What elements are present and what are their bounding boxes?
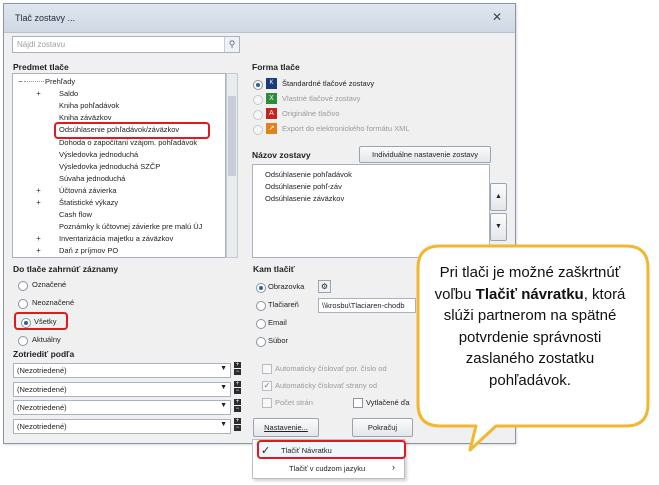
tree-item-label: Výsledovka jednoduchá xyxy=(59,150,139,159)
include-option-label: Aktuálny xyxy=(32,335,61,344)
expand-icon[interactable]: + xyxy=(36,89,41,98)
search-icon[interactable]: ⚲ xyxy=(224,37,239,52)
printer-path: \\krosbu\Tlaciaren-chodb xyxy=(322,301,405,310)
tree-item-label: Cash flow xyxy=(59,210,92,219)
sort-value: (Nezotriedené) xyxy=(17,366,67,375)
check-icon: ✓ xyxy=(261,445,271,457)
report-list-item[interactable]: Odsúhlasenie pohľ-záv xyxy=(265,182,342,191)
window-title: Tlač zostavy ... xyxy=(15,13,76,23)
individual-settings-button[interactable]: Individuálne nastavenie zostavy xyxy=(359,146,491,163)
tree-item-label: Daň z príjmov PO xyxy=(59,246,119,255)
sort-header: Zotriediť podľa xyxy=(13,349,75,359)
callout-text-before: Pri tlači je možné zaškrtnúť voľbu xyxy=(434,264,621,303)
expand-icon[interactable]: + xyxy=(36,198,41,207)
menu-item-label: Tlačiť Návratku xyxy=(281,446,332,455)
auto-number-pages-checkbox[interactable]: ✓ xyxy=(263,381,271,390)
sort-value: (Nezotriedené) xyxy=(17,422,67,431)
sort-asc-icon[interactable]: + xyxy=(235,381,240,387)
include-option-label: Označené xyxy=(32,280,67,289)
tree-item-label: Štatistické výkazy xyxy=(59,198,119,207)
include-option-label: Neoznačené xyxy=(32,298,75,307)
output-header: Kam tlačiť xyxy=(253,264,295,274)
form-option-label: Originálne tlačivo xyxy=(282,109,340,118)
dropdown-arrow-icon: ▼ xyxy=(220,421,227,428)
include-header: Do tlače zahrnúť záznamy xyxy=(13,264,119,274)
tree-item-label: Účtovná závierka xyxy=(59,186,117,195)
tree-item-label: Súvaha jednoduchá xyxy=(59,174,126,183)
form-option-label: Štandardné tlačové zostavy xyxy=(282,79,375,88)
sort-desc-icon[interactable]: − xyxy=(235,369,240,375)
auto-number-record-label: Automaticky číslovať por. číslo od xyxy=(275,364,387,373)
page-count-label: Počet strán xyxy=(275,398,313,407)
tree-item-label: Kniha pohľadávok xyxy=(59,101,120,110)
tree-item-label: Poznámky k účtovnej závierke pre malú ÚJ xyxy=(59,222,203,231)
expand-icon[interactable]: + xyxy=(36,246,41,255)
sort-value: (Nezotriedené) xyxy=(17,385,67,394)
sort-asc-icon[interactable]: + xyxy=(235,399,240,405)
close-icon[interactable]: ✕ xyxy=(491,10,503,24)
submenu-arrow-icon: › xyxy=(392,462,395,472)
tree-item-label: Prehľady xyxy=(45,77,76,86)
report-list-item[interactable]: Odsúhlasenie pohľadávok xyxy=(265,170,352,179)
settings-button-label: Nastavenie... xyxy=(264,423,308,432)
expand-icon[interactable]: + xyxy=(36,186,41,195)
kros-icon: K xyxy=(266,78,277,89)
menu-item-label: Tlačiť v cudzom jazyku xyxy=(289,464,366,473)
sort-desc-icon[interactable]: − xyxy=(235,425,240,431)
sort-desc-icon[interactable]: − xyxy=(235,388,240,394)
form-header: Forma tlače xyxy=(252,62,300,72)
callout-text-after: , ktorá slúži partnerom na spätné potvrdenie správnosti zaslaného zostatku pohľadávok. xyxy=(443,285,626,389)
tree-item-label: Inventarizácia majetku a záväzkov xyxy=(59,234,174,243)
dropdown-arrow-icon: ▼ xyxy=(220,365,227,372)
dropdown-arrow-icon: ▼ xyxy=(220,402,227,409)
callout-text-bold: Tlačiť návratku xyxy=(475,285,584,303)
print-partial-label: Vytlačené ďa xyxy=(366,398,410,407)
tree-item-label: Dohoda o započítaní vzájom. pohľadávok xyxy=(59,138,198,147)
sort-value: (Nezotriedené) xyxy=(17,403,67,412)
sort-asc-icon[interactable]: + xyxy=(235,362,240,368)
move-up-button[interactable]: ▲ xyxy=(490,183,507,211)
tree-item-label: Kniha záväzkov xyxy=(59,113,112,122)
output-option-label: Tlačiareň xyxy=(268,300,299,309)
excel-icon: X xyxy=(266,93,277,104)
move-down-button[interactable]: ▼ xyxy=(490,213,507,241)
callout-text xyxy=(430,262,630,391)
dropdown-arrow-icon: ▼ xyxy=(220,384,227,391)
output-option-label: Obrazovka xyxy=(268,282,305,291)
output-option-label: Email xyxy=(268,318,287,327)
sort-asc-icon[interactable]: + xyxy=(235,418,240,424)
pdf-icon: A xyxy=(266,108,277,119)
report-list-item[interactable]: Odsúhlasenie záväzkov xyxy=(265,194,345,203)
auto-number-pages-label: Automaticky číslovať strany od xyxy=(275,381,378,390)
continue-button-label: Pokračuj xyxy=(367,423,398,432)
gear-icon[interactable]: ⚙ xyxy=(318,280,331,293)
tree-item-label: Výsledovka jednoduchá SZČP xyxy=(59,162,161,171)
search-placeholder: Nájdi zostavu xyxy=(17,40,66,49)
form-option-label: Export do elektronického formátu XML xyxy=(282,124,410,133)
tree-item-label: Odsúhlasenie pohľadávok/záväzkov xyxy=(59,125,180,134)
form-option-label: Vlastné tlačové zostavy xyxy=(282,94,361,103)
export-icon: ↗ xyxy=(266,123,277,134)
include-option-label: Všetky xyxy=(34,317,57,326)
report-name-header: Názov zostavy xyxy=(252,150,311,160)
output-option-label: Súbor xyxy=(268,336,289,345)
expand-icon[interactable]: + xyxy=(36,234,41,243)
tree-header: Predmet tlače xyxy=(13,62,69,72)
collapse-icon[interactable]: − xyxy=(18,77,23,86)
sort-desc-icon[interactable]: − xyxy=(235,406,240,412)
tree-item-label: Saldo xyxy=(59,89,79,98)
